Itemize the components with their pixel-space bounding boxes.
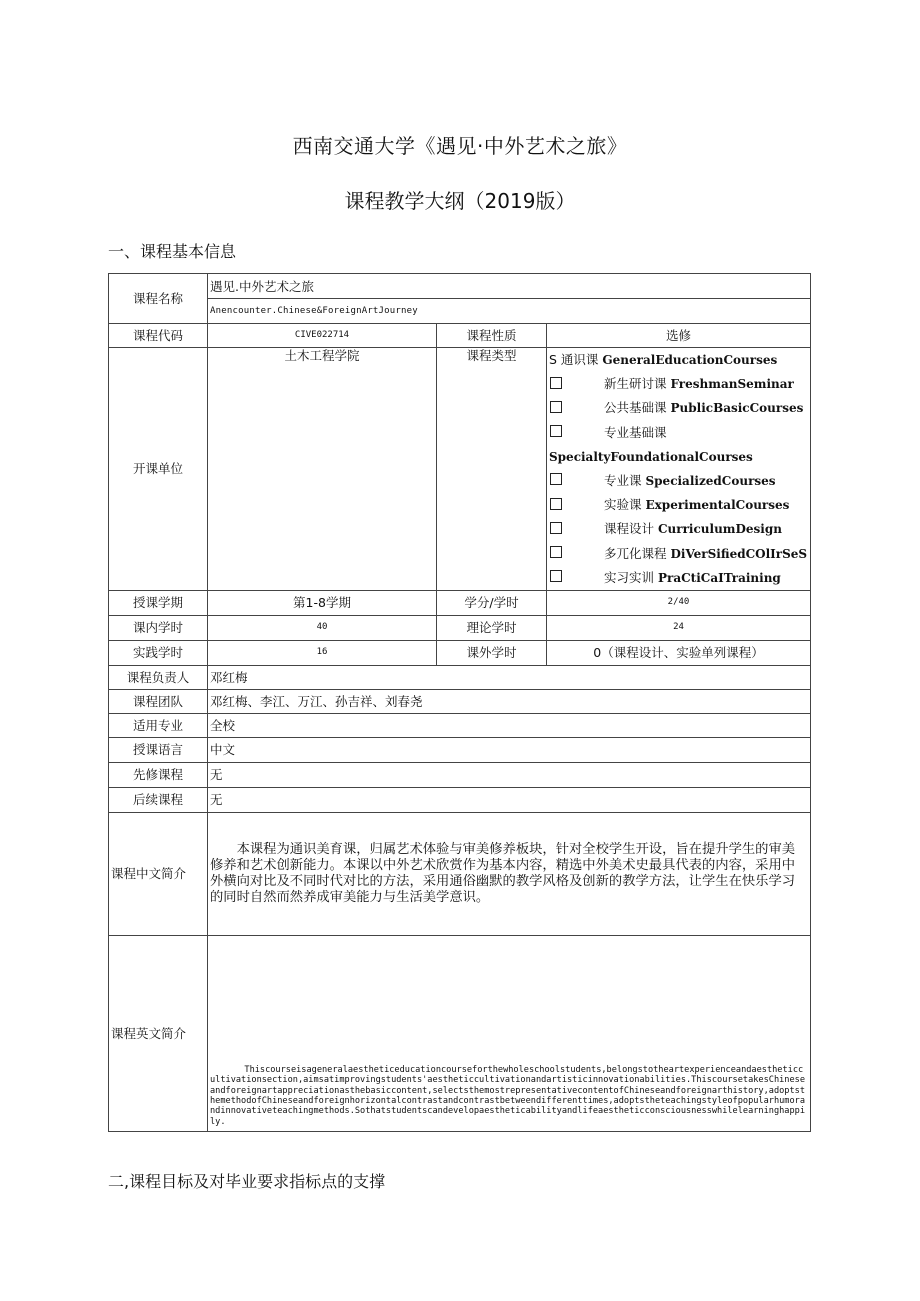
follow-up-value: 无: [208, 787, 811, 812]
course-type-en: GeneralEducationCourses: [602, 353, 778, 367]
section-heading-basic-info: 一、课程基本信息: [108, 242, 237, 261]
checkbox-icon: [550, 498, 562, 510]
course-type-item: [549, 445, 808, 469]
department-value: 土木工程学院: [208, 348, 437, 591]
checkbox-icon: [550, 425, 562, 437]
course-type-en: PublicBasicCourses: [670, 401, 804, 416]
course-type-list: [547, 348, 811, 591]
practice-hours-label: 实践学时: [109, 640, 208, 665]
section-heading-objectives: 二,课程目标及对毕业要求指标点的支撑: [108, 1172, 386, 1191]
prerequisite-value: 无: [208, 762, 811, 787]
course-type-cn: 专业基础课: [604, 424, 667, 440]
course-name-en: Anencounter.Chinese&ForeignArtJourney: [208, 299, 811, 324]
course-type-item: [549, 517, 808, 541]
theory-hours-value: 24: [547, 615, 811, 640]
course-type-en: SpecialtyFoundationalCourses: [549, 449, 753, 464]
follow-up-label: 后续课程: [109, 787, 208, 812]
extra-hours-label: 课外学时: [437, 640, 547, 665]
course-type-en: CurriculumDesign: [658, 522, 782, 537]
language-label: 授课语言: [109, 737, 208, 762]
course-type-cn: 新生研讨课: [604, 376, 667, 392]
course-code-value: CIVE022714: [208, 324, 437, 348]
major-value: 全校: [208, 713, 811, 737]
course-type-item: [549, 469, 808, 493]
course-type-en: DiVerSifiedCOlIrSeS: [670, 546, 808, 561]
course-type-cn: 公共基础课: [604, 400, 667, 416]
course-type-cn: 多兀化课程: [604, 545, 667, 561]
in-class-hours-label: 课内学时: [109, 615, 208, 640]
course-type-en: FreshmanSeminar: [670, 377, 794, 392]
course-type-item: [549, 566, 808, 590]
en-intro-label: 课程英文简介: [109, 935, 208, 1131]
course-name-label: 课程名称: [109, 274, 208, 324]
in-class-hours-value: 40: [208, 615, 437, 640]
checkbox-icon: [550, 473, 562, 485]
major-label: 适用专业: [109, 713, 208, 737]
theory-hours-label: 理论学时: [437, 615, 547, 640]
semester-value: 第1-8学期: [208, 590, 437, 615]
course-type-label: 课程类型: [437, 348, 547, 591]
team-value: 邓红梅、李江、万江、孙吉祥、刘春尧: [208, 689, 811, 713]
credit-label: 学分/学时: [437, 590, 547, 615]
cn-intro-text: 本课程为通识美育课，归属艺术体验与审美修养板块，针对全校学生开设，旨在提升学生的审美修养和艺术创新能力。本课以中外艺术欣赏作为基本内容，精选中外美术史最具代表的内容，采用中外横向对比及不同时代对比的方法，采用通俗幽默的教学风格及创新的教学方法，让学生在快乐学习的同时自然而然养成审美能力与生活美学意识。: [208, 812, 811, 935]
checkbox-icon: [550, 401, 562, 413]
course-type-cn: 课程设计: [604, 521, 655, 537]
leader-value: 邓红梅: [208, 665, 811, 689]
checkbox-icon: [550, 546, 562, 558]
course-name-cn: 遇见.中外艺术之旅: [208, 274, 811, 299]
course-type-en: PraCtiCaITraining: [658, 570, 781, 585]
course-nature-value: 选修: [547, 324, 811, 348]
checkbox-icon: [550, 522, 562, 534]
extra-hours-value: 0（课程设计、实验单列课程）: [547, 640, 811, 665]
checkbox-icon: [550, 570, 562, 582]
semester-label: 授课学期: [109, 590, 208, 615]
language-value: 中文: [208, 737, 811, 762]
course-type-cn: 专业课: [604, 472, 642, 488]
leader-label: 课程负责人: [109, 665, 208, 689]
course-type-item: [549, 542, 808, 566]
credit-value: 2/40: [547, 590, 811, 615]
document-title: 西南交通大学《遇见·中外艺术之旅》: [292, 134, 628, 158]
course-type-en: SpecializedCourses: [645, 473, 776, 488]
checkbox-icon: [550, 377, 562, 389]
course-nature-label: 课程性质: [437, 324, 547, 348]
course-type-cn: 实习实训: [604, 569, 655, 585]
course-type-en: ExperimentalCourses: [645, 498, 790, 513]
department-label: 开课单位: [109, 348, 208, 591]
course-type-item: [549, 421, 808, 445]
course-type-item: [549, 396, 808, 420]
en-intro-text: Thiscourseisageneralaestheticeducationcourseforthewholeschoolstudents,belongstotheartexperienceandaestheticcultivationsection,aimsatimprovingstudents'aestheticcultivationandartisticinnovationabilities.ThiscoursetakesChineseandforeignartappreciationasthebasiccontent,selectsthemostrepresentativecontentofChineseandforeignarthistory,adoptsthemethodofChineseandforeignhorizontalcontrastandcontrastbetweendifferenttimes,adoptstheteachingstyleofpopularhumorandinnovativeteachingmethods.Sothatstudentscandevelopaestheticabilityandlifeaestheticconsciousnesswhilelearninghappily.: [208, 935, 811, 1131]
selected-mark: S: [549, 352, 561, 367]
course-code-label: 课程代码: [109, 324, 208, 348]
cn-intro-label: 课程中文简介: [109, 812, 208, 935]
prerequisite-label: 先修课程: [109, 762, 208, 787]
document-subtitle: 课程教学大纲（2019版）: [344, 189, 576, 213]
course-type-item: [549, 372, 808, 396]
course-type-cn: 实验课: [604, 497, 642, 513]
practice-hours-value: 16: [208, 640, 437, 665]
course-type-cn: 通识课: [560, 352, 599, 367]
course-type-item: [549, 493, 808, 517]
course-info-table: [108, 273, 811, 1132]
team-label: 课程团队: [109, 689, 208, 713]
course-type-item: [549, 348, 808, 372]
